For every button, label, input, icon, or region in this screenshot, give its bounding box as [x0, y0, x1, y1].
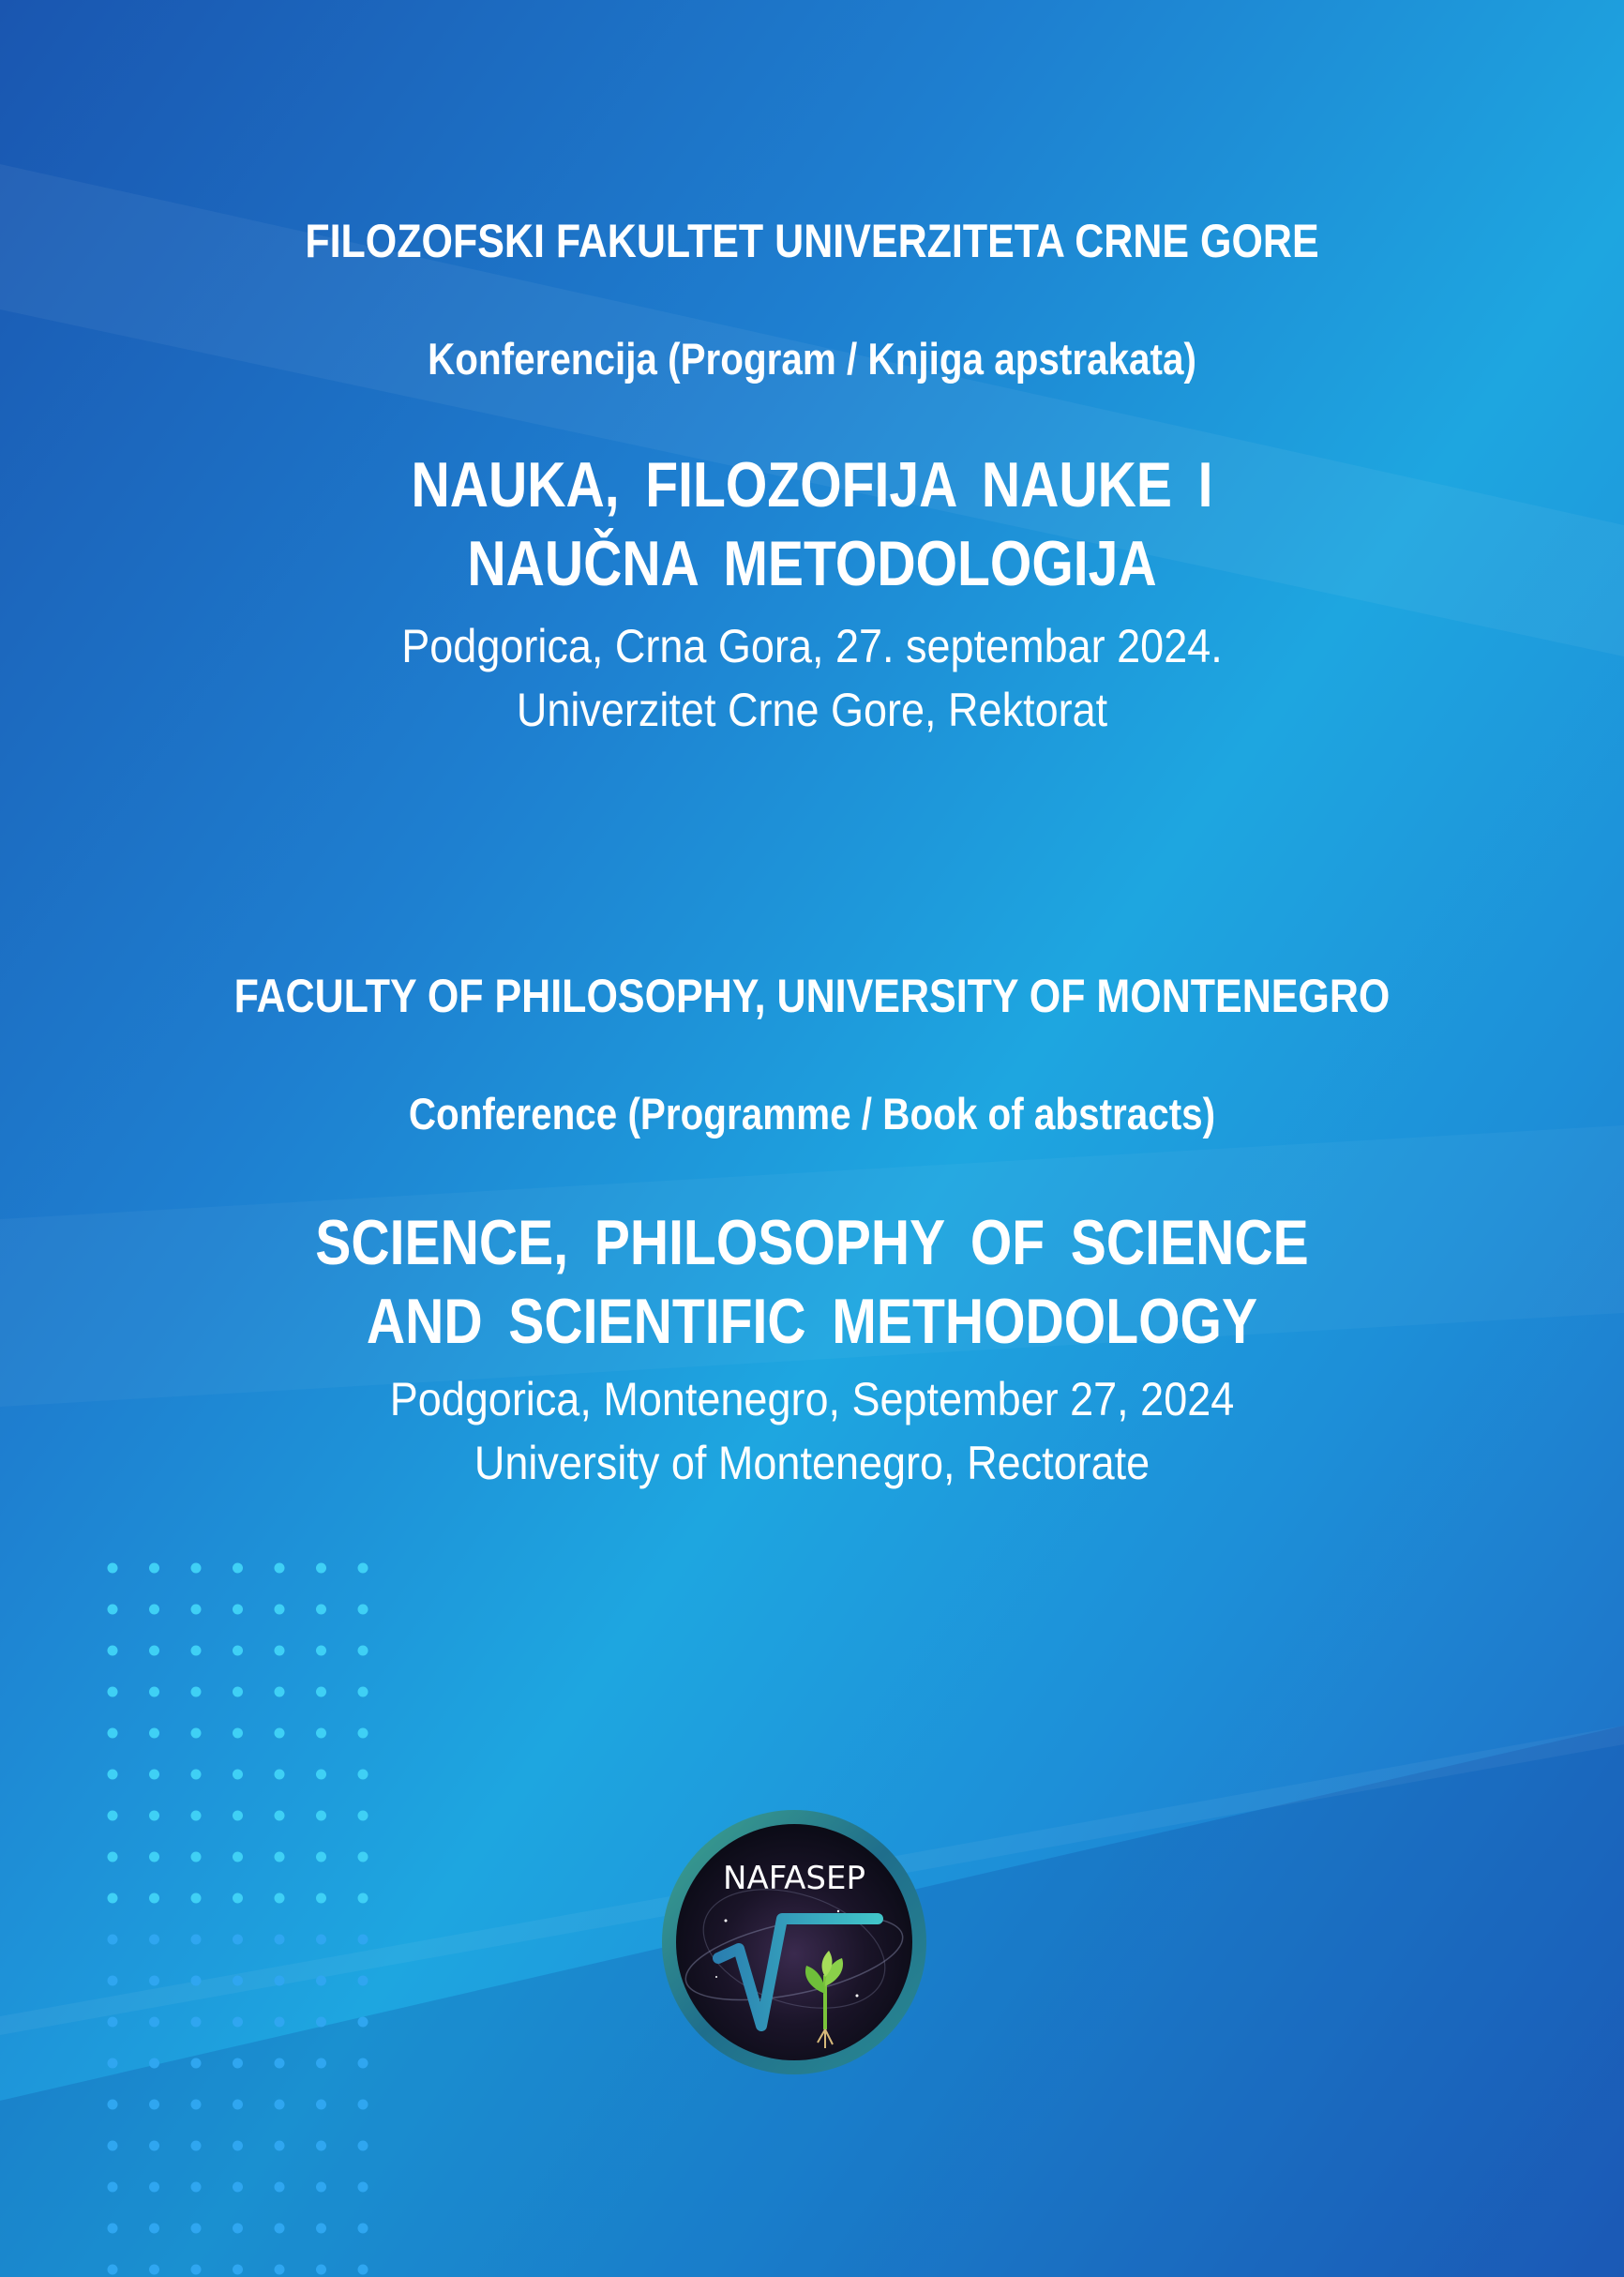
- grid-dot: [191, 2100, 202, 2110]
- event-details-serbian: [82, 614, 1543, 742]
- grid-dot: [149, 2100, 159, 2110]
- grid-dot: [191, 1687, 202, 1697]
- grid-dot: [108, 1935, 118, 1945]
- grid-dot: [191, 1728, 202, 1739]
- grid-dot: [358, 1811, 368, 1821]
- logo-text: NAFASEP: [723, 1860, 865, 1897]
- grid-dot: [108, 1563, 118, 1574]
- conference-english: Conference (Programme / Book of abstracts): [408, 1089, 1216, 1138]
- grid-dot: [316, 1935, 326, 1945]
- grid-dot: [233, 2017, 243, 2028]
- grid-dot: [316, 1605, 326, 1615]
- grid-dot: [316, 2182, 326, 2193]
- grid-dot: [275, 1687, 285, 1697]
- grid-dot: [191, 1605, 202, 1615]
- grid-dot: [275, 2058, 285, 2069]
- grid-dot: [275, 2100, 285, 2110]
- grid-dot: [233, 1605, 243, 1615]
- grid-dot: [108, 1852, 118, 1862]
- grid-dot: [316, 1976, 326, 1986]
- grid-dot: [108, 2265, 118, 2275]
- grid-dot: [316, 1728, 326, 1739]
- grid-dot: [233, 1976, 243, 1986]
- grid-dot: [233, 1728, 243, 1739]
- grid-dot: [358, 1646, 368, 1656]
- grid-dot: [275, 1935, 285, 1945]
- grid-dot: [316, 1811, 326, 1821]
- nafasep-logo: [660, 1808, 928, 2076]
- institution-serbian: FILOZOFSKI FAKULTET UNIVERZITETA CRNE GORE: [305, 215, 1319, 267]
- institution-english: FACULTY OF PHILOSOPHY, UNIVERSITY OF MONTENEGRO: [233, 970, 1391, 1022]
- grid-dot: [233, 1646, 243, 1656]
- grid-dot: [233, 1852, 243, 1862]
- grid-dot: [233, 2141, 243, 2151]
- grid-dot: [275, 2265, 285, 2275]
- grid-dot: [149, 2265, 159, 2275]
- grid-dot: [358, 2058, 368, 2069]
- grid-dot: [275, 1852, 285, 1862]
- grid-dot: [358, 1605, 368, 1615]
- grid-dot: [275, 1893, 285, 1904]
- place-date-serbian: Podgorica, Crna Gora, 27. septembar 2024.: [401, 620, 1223, 672]
- grid-dot: [191, 2224, 202, 2234]
- grid-dot: [233, 2100, 243, 2110]
- event-details-english: [82, 1367, 1543, 1495]
- grid-dot: [233, 1935, 243, 1945]
- grid-dot: [316, 1687, 326, 1697]
- grid-dot: [108, 2141, 118, 2151]
- grid-dot: [358, 2265, 368, 2275]
- grid-dot: [358, 1893, 368, 1904]
- grid-dot: [316, 2265, 326, 2275]
- grid-dot: [275, 2141, 285, 2151]
- grid-dot: [275, 1811, 285, 1821]
- grid-dot: [149, 1728, 159, 1739]
- venue-serbian: Univerzitet Crne Gore, Rektorat: [516, 684, 1108, 736]
- dot-grid-pattern: [107, 1562, 369, 2275]
- grid-dot: [149, 1770, 159, 1780]
- grid-dot: [316, 2100, 326, 2110]
- title-english-line2: AND SCIENTIFIC METHODOLOGY: [366, 1286, 1258, 1357]
- grid-dot: [358, 2100, 368, 2110]
- grid-dot: [275, 1646, 285, 1656]
- grid-dot: [191, 2182, 202, 2193]
- grid-dot: [149, 1605, 159, 1615]
- conference-serbian: Konferencija (Program / Knjiga apstrakata): [428, 334, 1196, 384]
- grid-dot: [275, 1976, 285, 1986]
- grid-dot: [149, 1646, 159, 1656]
- venue-english: University of Montenegro, Rectorate: [474, 1437, 1150, 1489]
- grid-dot: [316, 1770, 326, 1780]
- grid-dot: [358, 1728, 368, 1739]
- grid-dot: [233, 1563, 243, 1574]
- grid-dot: [316, 1852, 326, 1862]
- grid-dot: [233, 1893, 243, 1904]
- grid-dot: [191, 1563, 202, 1574]
- grid-dot: [358, 1563, 368, 1574]
- grid-dot: [358, 2017, 368, 2028]
- grid-dot: [233, 2058, 243, 2069]
- grid-dot: [191, 1893, 202, 1904]
- grid-dot: [358, 2182, 368, 2193]
- grid-dot: [149, 1893, 159, 1904]
- grid-dot: [149, 1563, 159, 1574]
- grid-dot: [358, 2141, 368, 2151]
- grid-dot: [149, 2182, 159, 2193]
- grid-dot: [108, 1687, 118, 1697]
- grid-dot: [358, 1687, 368, 1697]
- grid-dot: [108, 2017, 118, 2028]
- grid-dot: [275, 1770, 285, 1780]
- grid-dot: [108, 1605, 118, 1615]
- grid-dot: [108, 2182, 118, 2193]
- grid-dot: [149, 2017, 159, 2028]
- grid-dot: [149, 2141, 159, 2151]
- grid-dot: [191, 1811, 202, 1821]
- title-english: [130, 1203, 1495, 1361]
- grid-dot: [149, 1976, 159, 1986]
- grid-dot: [275, 2017, 285, 2028]
- title-serbian-line1: NAUKA, FILOZOFIJA NAUKE I: [411, 449, 1213, 520]
- grid-dot: [358, 1770, 368, 1780]
- grid-dot: [149, 2224, 159, 2234]
- grid-dot: [316, 1563, 326, 1574]
- grid-dot: [108, 1976, 118, 1986]
- grid-dot: [191, 1935, 202, 1945]
- title-english-line1: SCIENCE, PHILOSOPHY OF SCIENCE: [315, 1207, 1309, 1278]
- grid-dot: [149, 1935, 159, 1945]
- grid-dot: [316, 2058, 326, 2069]
- grid-dot: [191, 1770, 202, 1780]
- title-serbian: [130, 445, 1495, 603]
- grid-dot: [108, 1893, 118, 1904]
- grid-dot: [191, 2058, 202, 2069]
- grid-dot: [108, 2224, 118, 2234]
- grid-dot: [316, 2141, 326, 2151]
- grid-dot: [149, 1852, 159, 1862]
- grid-dot: [108, 2100, 118, 2110]
- grid-dot: [358, 2224, 368, 2234]
- grid-dot: [191, 1646, 202, 1656]
- grid-dot: [316, 2224, 326, 2234]
- grid-dot: [275, 2182, 285, 2193]
- grid-dot: [233, 1770, 243, 1780]
- grid-dot: [316, 2017, 326, 2028]
- grid-dot: [108, 2058, 118, 2069]
- grid-dot: [275, 1605, 285, 1615]
- grid-dot: [108, 1770, 118, 1780]
- grid-dot: [275, 2224, 285, 2234]
- grid-dot: [316, 1893, 326, 1904]
- grid-dot: [275, 1563, 285, 1574]
- grid-dot: [149, 1811, 159, 1821]
- title-serbian-line2: NAUČNA METODOLOGIJA: [467, 528, 1157, 599]
- grid-dot: [149, 1687, 159, 1697]
- grid-dot: [233, 1687, 243, 1697]
- grid-dot: [191, 1976, 202, 1986]
- grid-dot: [191, 2141, 202, 2151]
- grid-dot: [316, 1646, 326, 1656]
- grid-dot: [358, 1976, 368, 1986]
- grid-dot: [233, 2224, 243, 2234]
- grid-dot: [108, 1811, 118, 1821]
- grid-dot: [149, 2058, 159, 2069]
- grid-dot: [191, 1852, 202, 1862]
- grid-dot: [191, 2017, 202, 2028]
- grid-dot: [191, 2265, 202, 2275]
- grid-dot: [233, 1811, 243, 1821]
- grid-dot: [233, 2265, 243, 2275]
- grid-dot: [108, 1728, 118, 1739]
- grid-dot: [233, 2182, 243, 2193]
- grid-dot: [358, 1852, 368, 1862]
- grid-dot: [358, 1935, 368, 1945]
- place-date-english: Podgorica, Montenegro, September 27, 2024: [389, 1373, 1235, 1425]
- grid-dot: [108, 1646, 118, 1656]
- grid-dot: [275, 1728, 285, 1739]
